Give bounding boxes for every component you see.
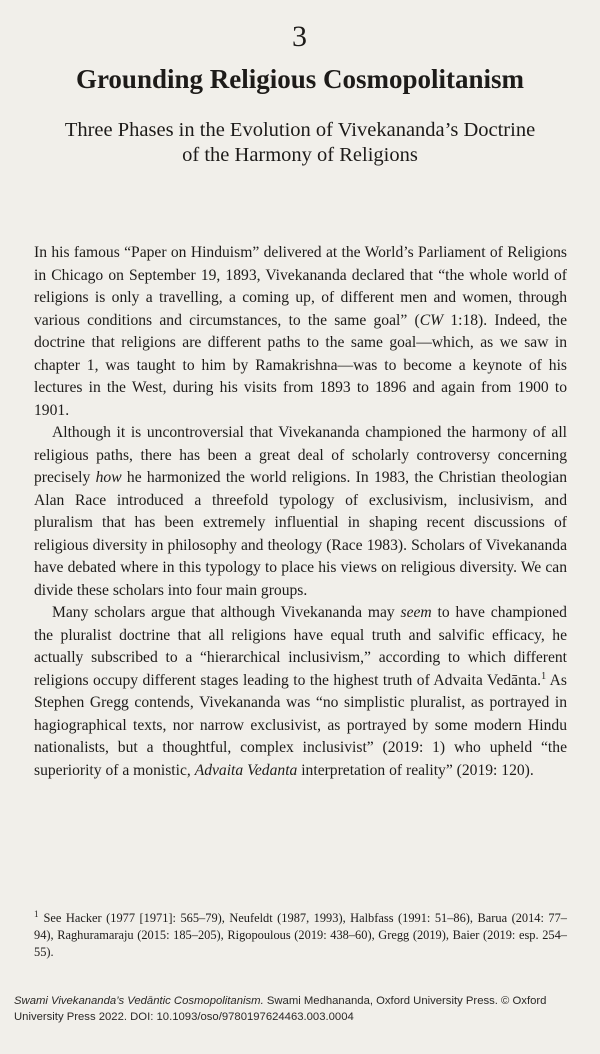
footnote bbox=[34, 910, 567, 961]
paragraph-1-text-a: In his famous “Paper on Hinduism” delivered at the World’s Parliament of Religions in Chicago on September 19, 1893, Vivekananda declared that “the whole world of religions is only a travelling, a coming up, of different men and women, through various conditions and circumstances, to the same goal” ( bbox=[34, 244, 567, 329]
paragraph-2 bbox=[34, 422, 567, 602]
copyright-citation bbox=[14, 993, 589, 1025]
paragraph-3-italic-advaita: Advaita Vedanta bbox=[194, 761, 298, 779]
paragraph-2-italic-how: how bbox=[95, 469, 122, 486]
paragraph-1 bbox=[34, 242, 567, 422]
footnote-reference[interactable]: 1 bbox=[541, 670, 547, 682]
chapter-subtitle bbox=[40, 118, 560, 168]
paragraph-3-text-c: As Stephen Gregg contends, Vivekananda was “no simplistic pluralist, as portrayed in hagiographical texts, nor narrow exclusivist, as portrayed by some modern Hindu nationalists, but a thoughtful, complex inclusivist” (2019: 1) who upheld “the superiority of a monistic, bbox=[34, 671, 567, 779]
paragraph-2-text-a: Although it is uncontroversial that Vivekananda championed the harmony of all religious paths, there has been a great deal of scholarly controversy concerning precisely bbox=[34, 424, 567, 486]
paragraph-3 bbox=[34, 602, 567, 782]
footnote-text: See Hacker (1977 [1971]: 565–79), Neufeldt (1987, 1993), Halbfass (1991: 51–86), Barua (2014: 77–94), Raghuramaraju (2015: 185–205), Rigopoulous (2019: 438–60), Gregg (2019), Baier (2019: esp. 254–55). bbox=[34, 911, 567, 959]
citation-details: Swami Medhananda, Oxford University Press. © Oxford University Press 2022. DOI: 10.1093/oso/9780197624463.003.0004 bbox=[14, 995, 547, 1023]
paragraph-2-text-b: he harmonized the world religions. In 1983, the Christian theologian Alan Race introduced a threefold typology of exclusivism, inclusivism, and pluralism that has been extremely influential in shaping recent discussions of religious diversity in philosophy and theology (Race 1983). Scholars of Vivekananda have debated where in this typology to place his views on religious diversity. We can divide these scholars into four main groups. bbox=[34, 469, 567, 599]
paragraph-3-text-d: interpretation of reality” (2019: 120). bbox=[297, 761, 534, 779]
paragraph-1-text-b: 1:18). Indeed, the doctrine that religions are different paths to the same goal—which, as we saw in chapter 1, was taught to him by Ramakrishna—was to become a keynote of his lectures in the West, during his visits from 1893 to 1896 and again from 1900 to 1901. bbox=[34, 311, 567, 419]
citation-book-title: Swami Vivekananda’s Vedāntic Cosmopolitanism. bbox=[14, 995, 264, 1007]
footnote-number: 1 bbox=[34, 908, 39, 919]
subtitle-line-1: Three Phases in the Evolution of Vivekananda’s Doctrine bbox=[64, 119, 536, 141]
paragraph-1-italic-cw: CW bbox=[419, 311, 444, 329]
chapter-title: Grounding Religious Cosmopolitanism bbox=[75, 64, 525, 94]
subtitle-line-2: of the Harmony of Religions bbox=[182, 144, 418, 166]
paragraph-3-text-b: to have championed the pluralist doctrine that all religions have equal truth and salvific efficacy, he actually subscribed to a “hierarchical inclusivism,” according to which different religions occupy different stages leading to the highest truth of Advaita Vedānta. bbox=[34, 604, 567, 689]
chapter-number: 3 bbox=[292, 20, 308, 53]
paragraph-3-text-a: Many scholars argue that although Vivekananda may bbox=[52, 604, 401, 621]
body-text bbox=[34, 242, 567, 782]
paragraph-3-italic-seem: seem bbox=[400, 604, 432, 621]
